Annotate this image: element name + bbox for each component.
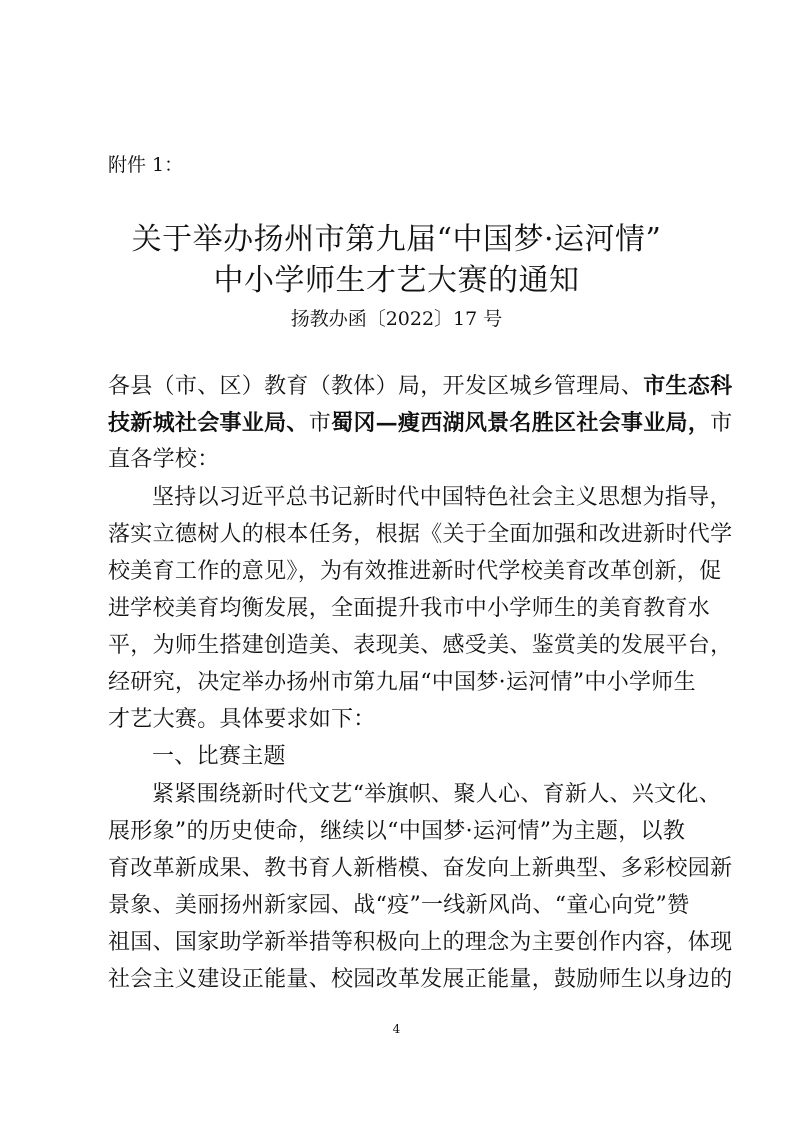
paragraph-1-line: 落实立德树人的根本任务，根据《关于全面加强和改进新时代学 [108,522,733,547]
salutation-text: 各县（市、区）教育（教体）局，开发区城乡管理局、 [108,374,644,399]
attachment-label: 附件 1： [108,154,184,176]
salutation-line-1 [108,371,732,402]
paragraph-1-line: 经研究，决定举办扬州市第九届“中国梦·运河情”中小学师生 [108,670,696,695]
page-number: 4 [392,1022,401,1036]
paragraph-2-line: 育改革新成果、教书育人新楷模、奋发向上新典型、多彩校园新 [108,856,733,881]
salutation-line-2 [108,408,732,439]
paragraph-2-line: 祖国、国家助学新举措等积极向上的理念为主要创作内容，体现 [108,930,733,955]
paragraph-1-line: 平，为师生搭建创造美、表现美、感受美、鉴赏美的发展平台， [108,633,733,658]
salutation-bold-text: 市生态科 [643,373,733,399]
salutation-text: 市 [308,411,332,436]
paragraph-1-line: 进学校美育均衡发展，全面提升我市中小学师生的美育教育水 [108,596,711,621]
salutation-text: 市 [710,411,733,436]
salutation-line-3: 直各学校： [108,447,220,472]
paragraph-2-line: 紧紧围绕新时代文艺“举旗帜、聚人心、育新人、兴文化、 [152,782,722,807]
paragraph-1-line: 坚持以习近平总书记新时代中国特色社会主义思想为指导， [152,485,732,510]
salutation-bold-text: 蜀冈—瘦西湖风景名胜区社会事业局， [331,410,711,436]
paragraph-1-line: 校美育工作的意见》，为有效推进新时代学校美育改革创新，促 [108,559,722,584]
title-line-2: 中小学师生才艺大赛的通知 [213,263,580,298]
document-number: 扬教办函〔2022〕17 号 [290,308,503,330]
paragraph-2-line: 社会主义建设正能量、校园改革发展正能量，鼓励师生以身边的 [108,967,733,992]
salutation-bold-text: 技新城社会事业局、 [108,410,309,436]
paragraph-1-line: 才艺大赛。具体要求如下： [108,707,376,732]
title-line-1: 关于举办扬州市第九届“中国梦·运河情” [131,222,662,257]
section-heading: 一、比赛主题 [152,744,286,769]
paragraph-2-line: 景象、美丽扬州新家园、战“疫”一线新风尚、“童心向党”赞 [108,893,690,918]
paragraph-2-line: 展形象”的历史使命，继续以“中国梦·运河情”为主题，以教 [108,819,686,844]
